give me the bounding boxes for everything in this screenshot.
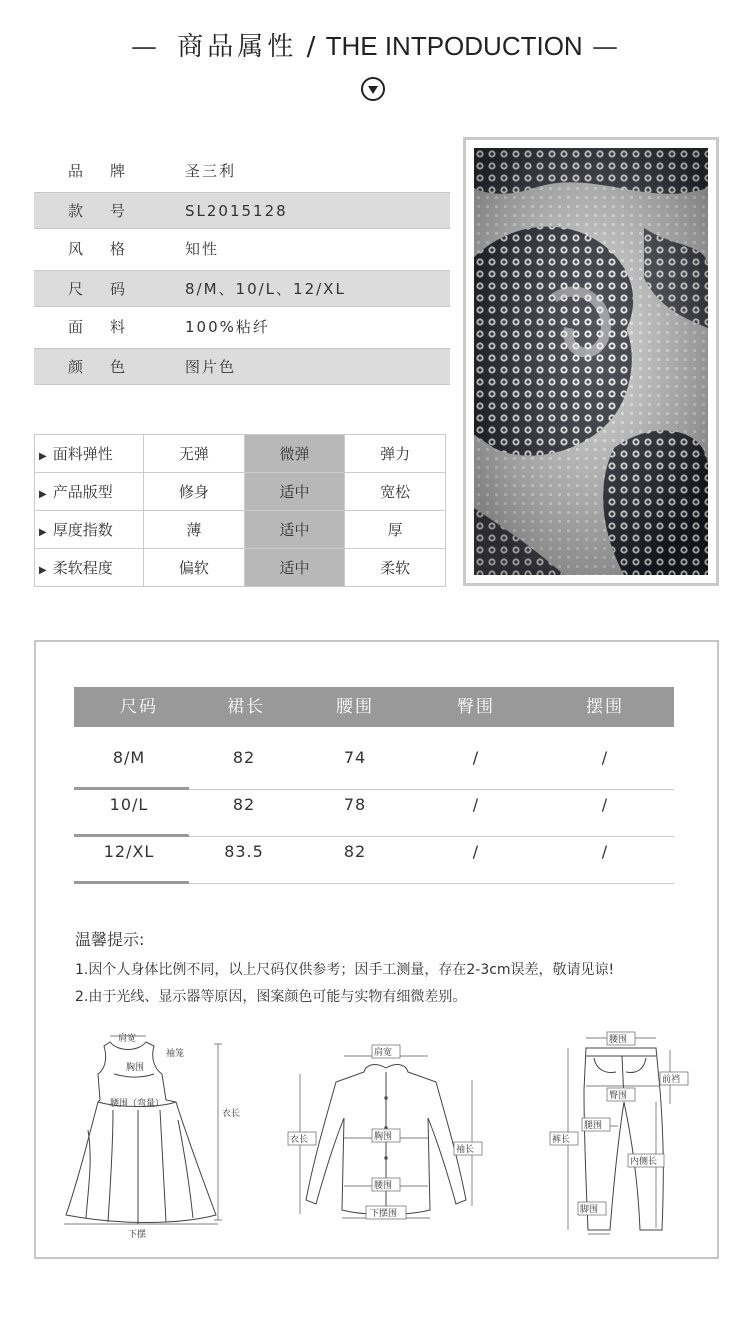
fabric-photo bbox=[463, 137, 719, 586]
size-cell: 83.5 bbox=[224, 842, 264, 861]
shirt-diagram bbox=[286, 1038, 486, 1228]
size-cell: / bbox=[601, 842, 609, 861]
size-cell: 74 bbox=[343, 748, 367, 767]
shirt-shoulder-label: 肩宽 bbox=[374, 1048, 393, 1058]
size-cell: / bbox=[601, 748, 609, 767]
attr-row-brand bbox=[34, 153, 450, 190]
dress-chest-label: 胸围 bbox=[126, 1063, 145, 1073]
dress-diagram bbox=[58, 1030, 248, 1245]
size-cell: 78 bbox=[343, 795, 367, 814]
dress-length-label: 衣长 bbox=[222, 1109, 241, 1119]
tip-line: 2.由于光线、显示器等原因，图案颜色可能与实物有细微差别。 bbox=[75, 989, 467, 1005]
size-cell: 10/L bbox=[109, 795, 149, 814]
size-header-cell: 摆围 bbox=[586, 697, 624, 717]
scale-option: 修身 bbox=[144, 473, 245, 511]
attr-value: 圣三利 bbox=[185, 162, 237, 180]
triangle-right-icon: ▶ bbox=[39, 451, 47, 462]
header-slash: / bbox=[306, 32, 317, 62]
pants-length-label: 裤长 bbox=[552, 1135, 571, 1145]
scale-row bbox=[35, 473, 446, 511]
attr-key: 风格 bbox=[68, 240, 153, 258]
attr-row-style bbox=[34, 231, 450, 268]
size-cell: 82 bbox=[232, 748, 256, 767]
pants-thigh-label: 腿围 bbox=[584, 1121, 603, 1131]
attr-key: 款号 bbox=[68, 202, 153, 220]
header-subtitle: THE INTPODUCTION bbox=[325, 31, 583, 61]
triangle-right-icon: ▶ bbox=[39, 489, 47, 500]
scale-option: 偏软 bbox=[144, 549, 245, 587]
attr-value: 8/M、10/L、12/XL bbox=[185, 280, 346, 298]
attr-value: 知性 bbox=[185, 240, 220, 258]
scale-option: 宽松 bbox=[345, 473, 446, 511]
size-cell: / bbox=[472, 795, 480, 814]
table-row bbox=[74, 838, 674, 884]
size-header-cell: 臀围 bbox=[457, 697, 495, 717]
header-title: 商品属性 bbox=[177, 32, 298, 62]
pants-waist-label: 腰围 bbox=[609, 1035, 628, 1045]
scale-option: 无弹 bbox=[144, 435, 245, 473]
section-header bbox=[0, 26, 750, 63]
scale-label: ▶ 柔软程度 bbox=[35, 549, 144, 587]
size-cell: 82 bbox=[343, 842, 367, 861]
scale-label: ▶ 产品版型 bbox=[35, 473, 144, 511]
table-row bbox=[74, 791, 674, 837]
size-table-header bbox=[74, 687, 674, 727]
size-header-cell: 裙长 bbox=[227, 697, 265, 717]
dress-shoulder-label: 肩宽 bbox=[118, 1034, 137, 1044]
size-cell: / bbox=[472, 842, 480, 861]
header-dash-right: — bbox=[591, 32, 619, 62]
attr-key: 面料 bbox=[68, 318, 153, 336]
pants-inseam-label: 内侧长 bbox=[630, 1157, 658, 1167]
scale-option: 薄 bbox=[144, 511, 245, 549]
size-cell: / bbox=[601, 795, 609, 814]
triangle-right-icon: ▶ bbox=[39, 527, 47, 538]
attr-value: SL2015128 bbox=[185, 202, 288, 220]
scale-option-selected: 适中 bbox=[244, 549, 345, 587]
size-cell: 82 bbox=[232, 795, 256, 814]
pants-diagram bbox=[546, 1030, 696, 1240]
attr-key: 颜色 bbox=[68, 358, 153, 376]
fabric-pattern-image bbox=[474, 148, 708, 575]
scale-row bbox=[35, 549, 446, 587]
attr-value: 100%粘纤 bbox=[185, 318, 270, 336]
size-header-cell: 腰围 bbox=[336, 697, 374, 717]
dress-hem-label: 下摆 bbox=[128, 1230, 147, 1240]
attr-row-fabric bbox=[34, 309, 450, 346]
dress-waist-label: 腰围（弯量） bbox=[110, 1099, 165, 1109]
attr-row-style-no bbox=[34, 192, 450, 229]
attr-key: 尺码 bbox=[68, 280, 153, 298]
size-cell: 12/XL bbox=[103, 842, 155, 861]
size-header-cell: 尺码 bbox=[120, 697, 158, 717]
attr-row-color bbox=[34, 348, 450, 385]
tips-title: 温馨提示: bbox=[75, 930, 145, 949]
scale-option-selected: 微弹 bbox=[244, 435, 345, 473]
scale-option: 厚 bbox=[345, 511, 446, 549]
shirt-waist-label: 腰围 bbox=[374, 1181, 393, 1191]
shirt-hem-label: 下摆围 bbox=[370, 1209, 398, 1219]
attr-key: 品牌 bbox=[68, 162, 153, 180]
triangle-right-icon: ▶ bbox=[39, 565, 47, 576]
row-accent bbox=[74, 881, 189, 884]
scale-label: ▶ 厚度指数 bbox=[35, 511, 144, 549]
chevron-down-circle-icon bbox=[361, 77, 385, 101]
feature-scale-table bbox=[34, 434, 446, 587]
scale-option-selected: 适中 bbox=[244, 511, 345, 549]
dress-sleeve-label: 袖笼 bbox=[166, 1049, 185, 1059]
attr-row-size bbox=[34, 270, 450, 307]
pants-front-rise-label: 前裆 bbox=[662, 1075, 681, 1085]
scale-option-selected: 适中 bbox=[244, 473, 345, 511]
size-cell: / bbox=[472, 748, 480, 767]
size-cell: 8/M bbox=[112, 748, 146, 767]
row-accent bbox=[74, 834, 189, 837]
tip-line: 1.因个人身体比例不同，以上尺码仅供参考；因手工测量，存在2-3cm误差，敬请见谅! bbox=[75, 962, 615, 978]
pants-hip-label: 臀围 bbox=[609, 1091, 628, 1101]
scale-row bbox=[35, 435, 446, 473]
header-dash-left: — bbox=[131, 32, 159, 62]
pants-leg-opening-label: 脚围 bbox=[580, 1205, 599, 1215]
scale-row bbox=[35, 511, 446, 549]
shirt-sleeve-label: 袖长 bbox=[456, 1145, 475, 1155]
attr-value: 图片色 bbox=[185, 358, 237, 376]
table-row bbox=[74, 744, 674, 790]
shirt-chest-label: 胸围 bbox=[374, 1132, 393, 1142]
shirt-length-label: 衣长 bbox=[290, 1135, 309, 1145]
scale-label: ▶ 面料弹性 bbox=[35, 435, 144, 473]
scale-option: 弹力 bbox=[345, 435, 446, 473]
scale-option: 柔软 bbox=[345, 549, 446, 587]
row-accent bbox=[74, 787, 189, 790]
